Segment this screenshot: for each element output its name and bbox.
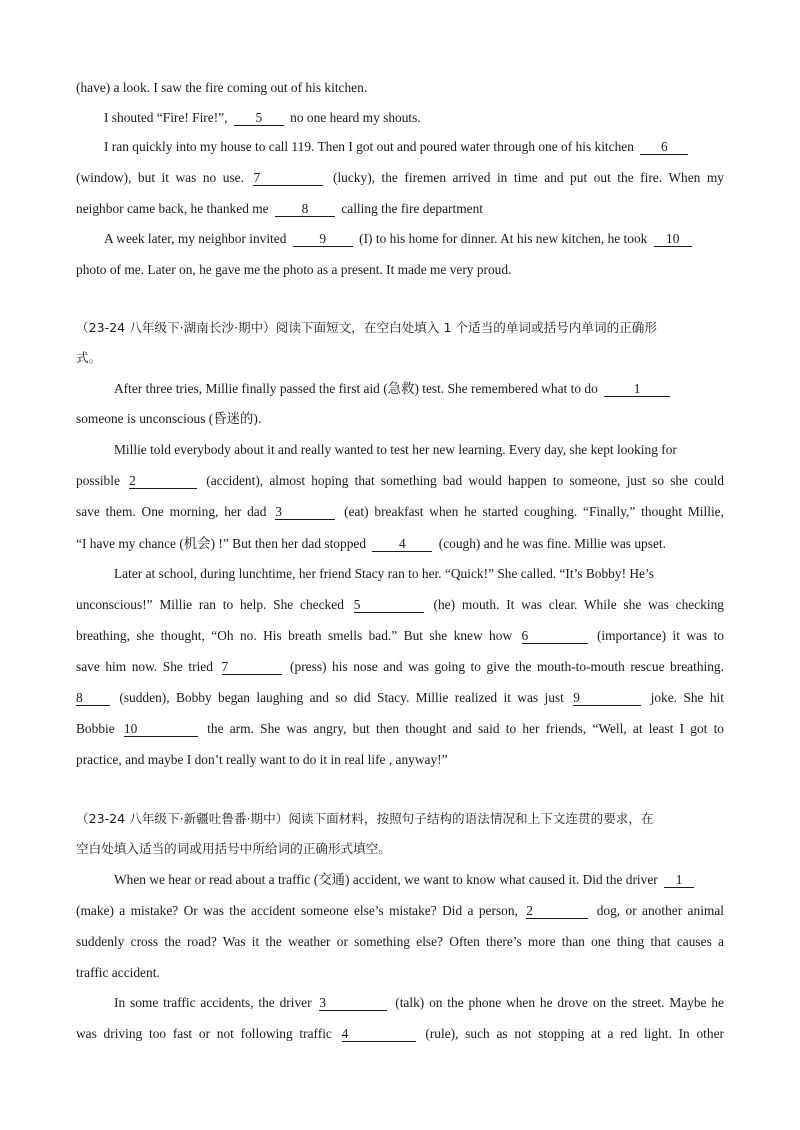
answer-blank[interactable]: 4 [372,537,432,552]
answer-blank[interactable]: 5 [234,111,284,126]
text-line: unconscious!” Millie ran to help. She checked 5 (he) mouth. It was clear. While she was checking [76,597,724,612]
answer-blank[interactable]: 8 [76,691,110,706]
text-line: traffic accident. [76,965,160,980]
text-line: I shouted “Fire! Fire!”, 5 no one heard my shouts. [104,110,421,125]
text-line: Later at school, during lunchtime, her friend Stacy ran to her. “Quick!” She called. “It’s Bobby! He’s [114,566,654,581]
text-line: suddenly cross the road? Was it the weather or something else? Often there’s more than one thing that causes a [76,934,724,949]
answer-blank[interactable]: 9 [573,691,641,706]
answer-blank[interactable]: 1 [604,382,670,397]
text-line: save them. One morning, her dad 3 (eat) breakfast when he started coughing. “Finally,” thought Millie, [76,504,724,519]
text-line: (have) a look. I saw the fire coming out of his kitchen. [76,80,368,95]
text-line: breathing, she thought, “Oh no. His breath smells bad.” But she knew how 6 (importance) it was to [76,628,724,643]
answer-blank[interactable]: 6 [640,140,688,155]
answer-blank[interactable]: 3 [319,996,387,1011]
text-line: photo of me. Later on, he gave me the photo as a present. It made me very proud. [76,262,512,277]
text-line: After three tries, Millie finally passed the first aid (急救) test. She remembered what to do 1 [114,381,673,397]
text-line: practice, and maybe I don’t really want to do it in real life , anyway!” [76,752,448,767]
answer-blank[interactable]: 10 [124,722,198,737]
answer-blank[interactable]: 9 [293,232,353,247]
text-line: In some traffic accidents, the driver 3 (talk) on the phone when he drove on the street. Maybe he [114,995,724,1010]
text-line: 8 (sudden), Bobby began laughing and so did Stacy. Millie realized it was just 9 joke. She hit [76,690,724,705]
text-line: (make) a mistake? Or was the accident someone else’s mistake? Did a person, 2 dog, or another animal [76,903,724,918]
text-line: (window), but it was no use. 7 (lucky), the firemen arrived in time and put out the fire. When my [76,170,724,185]
text-line: A week later, my neighbor invited 9 (I) to his home for dinner. At his new kitchen, he took 10 [104,231,695,247]
answer-blank[interactable]: 2 [526,904,588,919]
section-heading: （23-24 八年级下·新疆吐鲁番·期中）阅读下面材料，按照句子结构的语法情况和上下文连贯的要求，在 [76,811,654,826]
answer-blank[interactable]: 6 [522,629,588,644]
text-line: neighbor came back, he thanked me 8 calling the fire department [76,201,483,216]
section-heading: 空白处填入适当的词或用括号中所给词的正确形式填空。 [76,841,391,856]
section-heading: 式。 [76,350,102,365]
text-line: possible 2 (accident), almost hoping that something bad would happen to someone, just so she could [76,473,724,488]
text-line: When we hear or read about a traffic (交通) accident, we want to know what caused it. Did the driver 1 [114,872,697,888]
text-line: Bobbie 10 the arm. She was angry, but then thought and said to her friends, “Well, at least I got to [76,721,724,736]
answer-blank[interactable]: 3 [275,505,335,520]
answer-blank[interactable]: 1 [664,873,694,888]
text-line: save him now. She tried 7 (press) his nose and was going to give the mouth-to-mouth rescue breathing. [76,659,724,674]
answer-blank[interactable]: 4 [342,1027,416,1042]
text-line: “I have my chance (机会) !” But then her dad stopped 4 (cough) and he was fine. Millie was upset. [76,536,666,551]
answer-blank[interactable]: 10 [654,232,692,247]
text-line: I ran quickly into my house to call 119. Then I got out and poured water through one of his kitchen 6 [104,139,691,155]
answer-blank[interactable]: 2 [129,474,197,489]
section-heading: （23-24 八年级下·湖南长沙·期中）阅读下面短文，在空白处填入 1 个适当的单词或括号内单词的正确形 [76,320,657,335]
text-line: Millie told everybody about it and really wanted to test her new learning. Every day, she kept looking for [114,442,677,457]
answer-blank[interactable]: 7 [253,171,323,186]
answer-blank[interactable]: 8 [275,202,335,217]
text-line: was driving too fast or not following traffic 4 (rule), such as not stopping at a red light. In other [76,1026,724,1041]
answer-blank[interactable]: 5 [354,598,424,613]
answer-blank[interactable]: 7 [222,660,282,675]
text-line: someone is unconscious (昏迷的). [76,411,262,426]
